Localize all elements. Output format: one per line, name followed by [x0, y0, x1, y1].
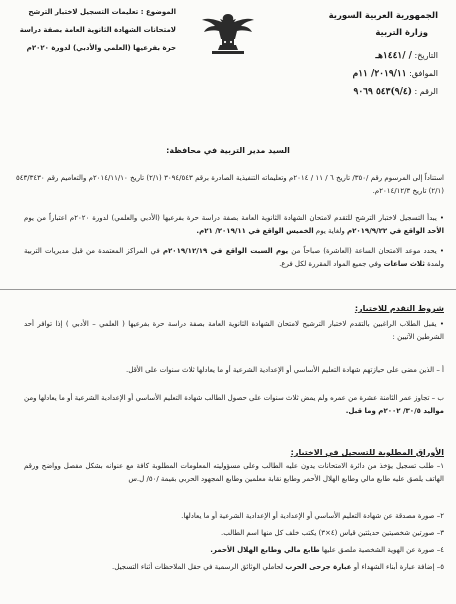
documents-heading: [291, 440, 444, 459]
documents-heading-text: الأوراق المطلوبة للتسجيل في الاختبار:: [290, 448, 444, 457]
conditions-heading-text: شروط التقدم للاختبار:: [354, 304, 444, 313]
date-greg-label: الموافق:: [409, 69, 438, 78]
document-item-5-bold: عبارة جرحى الحرب: [285, 563, 352, 571]
condition-b-bold: مواليد ٣٠/٥/ ٢٠٠٢م وما قبل.: [345, 407, 444, 415]
letterhead: [288, 8, 438, 102]
conditions-intro-text: يقبل الطلاب الراغبين بالتقدم لاختبار الترشيح لامتحان الشهادة الثانوية العامة بصفة دراسة حرة بفرعيها ( العلمي – الأدبي ) إذا توافر أحد الشرطين الآتيين :: [24, 320, 444, 341]
document-item-5-text: ٥– إضافة عبارة أبناء الشهداء أو: [351, 563, 444, 571]
bullet-dot: •: [436, 247, 445, 255]
date-greg-value: ٢٠١٩/١١/ ١١م: [352, 69, 407, 79]
bullet-1-text: يبدأ التسجيل لاختبار الترشح للتقدم لامتحان الشهادة الثانوية العامة بصفة دراسة حرة بفرعيها (الأدبي والعلمي) لدورة ٢٠٢٠م اعتباراً من يوم: [24, 214, 437, 222]
condition-b-text: ب – تجاوز عمر الثامنة عشرة من عمره ولم يمض ثلاث سنوات على حصول الطالب شهادة التعليم الأساسي أو الإعدادية الشرعية أو ما يعادلها ومن: [24, 394, 444, 402]
subject-line-3: حرة بفرعيها (العلمي والأدبي) لدورة ٢٠٢٠م: [26, 44, 176, 52]
subject-text-1: تعليمات التسجيل لاختبار الترشح: [28, 8, 139, 16]
condition-b: [24, 392, 444, 418]
document-item-4-bold: طابع مالي وطابع الهلال الأحمر.: [210, 546, 320, 554]
document-item-4: [24, 544, 444, 557]
document-item-4-text: ٤– صورة عن الهوية الشخصية ملصق عليها: [319, 546, 444, 554]
document-item-5-text2: لحاملي الوثائق الرسمية في حقل الملاحظات أثناء التسجيل.: [112, 563, 286, 571]
number-value: (٩/٤)٥٤٣ ٩٠٦٩: [353, 87, 412, 97]
subject-block: [6, 6, 176, 54]
section-divider: [0, 289, 456, 290]
conditions-intro: [24, 318, 444, 344]
bullet-2-text: يحدد موعد الامتحان الساعة (العاشرة) صباحاً من: [288, 247, 437, 255]
date-hijri: [288, 46, 438, 66]
bullet-2-text3: وفي جميع المواد المقررة لكل فرع.: [279, 260, 384, 268]
bullet-2-bold: يوم السبت الواقع في ٢٠١٩/١٢/١٩م: [162, 247, 289, 255]
subject-line-2: لامتحانات الشهادة الثانوية العامة بصفة دراسة: [19, 26, 176, 34]
eagle-emblem-icon: [198, 8, 258, 56]
bullet-2-text2: في المراكز المعتمدة من قبل مديريات التربية ولمدة: [24, 247, 444, 268]
bullet-dot: •: [436, 320, 444, 328]
document-item-1: ١– طلب تسجيل يؤخذ من دائرة الامتحانات يدون عليه الطالب وعلى مسؤوليته المعلومات المطلوبة كافة مع عنوانه بشكل مفصل وواضح ورقم الهاتف يلصق عليه طابع مالي وطابع الهلال الأحمر وطابع نقابة معلمين وطابع المجهود الحربي بقيمة /٥٠/ ل.س: [24, 462, 444, 483]
date-hijri-label: التاريخ:: [414, 51, 438, 60]
date-hijri-value: / /١٤٤١هـ: [375, 51, 412, 61]
bullet-1-text2: ولغاية يوم: [313, 227, 347, 235]
bullet-dot: •: [436, 214, 444, 222]
subject-label: الموضوع :: [140, 8, 176, 16]
bullet-2-bold2: ثلاث ساعات: [383, 260, 425, 268]
reference-number: [288, 82, 438, 102]
conditions-heading: [355, 296, 444, 315]
date-gregorian: [288, 64, 438, 84]
document-item-5: [24, 561, 444, 574]
document-item-2: ٢– صورة مصدقة عن شهادة التعليم الأساسي أو الإعدادية أو الإعدادية الشرعية أو ما يعادلها.: [181, 512, 444, 520]
bullet-1-bold: الأحد الواقع في ٢٠١٩/٩/٢٢م: [346, 227, 444, 235]
bullet-1-bold2: الخميس الواقع في ٢٠١٩/١١/ ٢١م.: [196, 227, 314, 235]
country-name: الجمهورية العربية السورية: [328, 11, 438, 21]
bullet-exam-date: [24, 245, 444, 271]
intro-paragraph: استناداً إلى المرسوم رقم /٣٥٠/ تاريخ ٦ / ١١ / ٢٠١٤م وتعليماته التنفيذية الصادرة برقم ٣٠٩٤/٥٤٣ (٢/١) تاريخ ٢٠١٤/١١/١٠م والتعاميم رقم ٥٤٣/٣٤٣٠ (٢/١) تاريخ ٢٠١٤/١٢/٣م.: [16, 174, 445, 195]
condition-a: أ – الذين مضى على حيازتهم شهادة التعليم الأساسي أو الإعدادية الشرعية أو ما يعادلها ثلاث سنوات على الأقل.: [126, 366, 444, 374]
number-label: الرقم :: [414, 87, 438, 96]
addressee-title: السيد مدير التربية في محافظة:: [166, 146, 290, 155]
ministry-name: وزارة التربية: [375, 28, 428, 38]
document-item-3: ٣– صورتين شخصيتين حديثتين قياس (٤×٣) يكتب خلف كل منها اسم الطالب.: [220, 529, 444, 537]
bullet-registration-period: [24, 212, 444, 238]
subject-line-1: [6, 6, 176, 18]
